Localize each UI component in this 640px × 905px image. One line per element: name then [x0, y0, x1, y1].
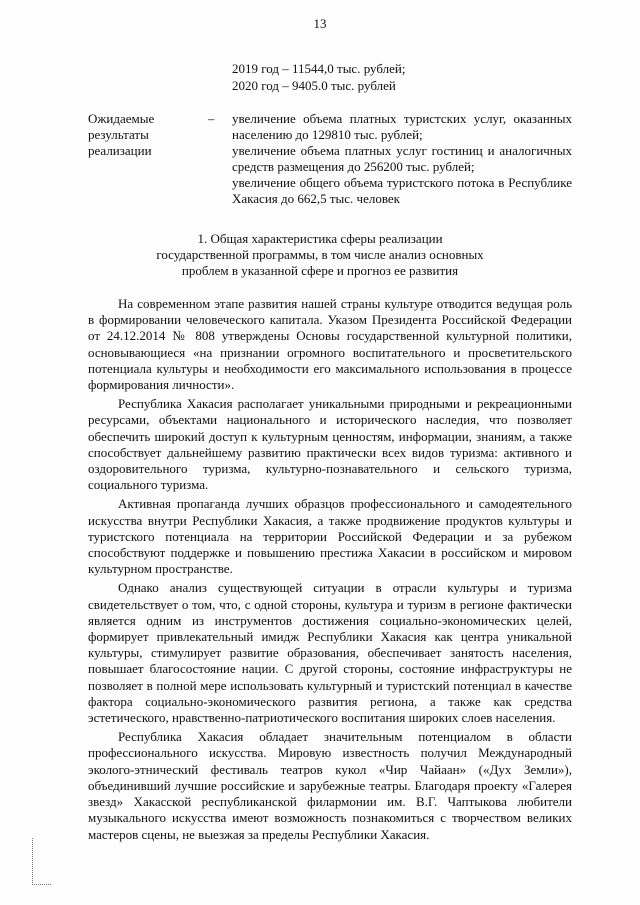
paragraph-art-promotion: Активная пропаганда лучших образцов профессионального и самодеятельного искусства внутри Республики Хакасия, а также продвижение продуктов культуры и туристского потенциала на территории Российской Федерации и за рубежом способствуют поддержке и повышению престижа Хакасии в российском и мировом культурном пространстве.	[88, 496, 572, 577]
expected-results-list	[232, 111, 572, 207]
funding-line-2020: 2020 год – 9405.0 тыс. рублей	[232, 78, 396, 93]
expected-result-item: увеличение объема платных туристских услуг, оказанных населению до 129810 тыс. рублей;	[232, 111, 572, 142]
expected-results-dash: –	[208, 111, 215, 126]
body-text	[88, 296, 572, 846]
margin-scan-mark	[32, 838, 51, 885]
expected-results-label: Ожидаемые результаты реализации	[88, 111, 155, 158]
funding-block	[232, 60, 405, 94]
paragraph-professional-art: Республика Хакасия обладает значительным потенциалом в области профессионального искусства. Мировую известность получил Международный эколого-этнический фестиваль театров кукол «Чир Чайаан» («Дух Земли»), объединивший лучшие российские и зарубежные театры. Благодаря проекту «Галерея звезд» Хакасской республиканской филармонии им. В.Г. Чаптыкова любители музыкального искусства имеют возможность познакомиться с творчеством великих мастеров сцены, не выезжая за пределы Республики Хакасия.	[88, 729, 572, 842]
expected-result-item: увеличение объема платных услуг гостиниц и аналогичных средств размещения до 256200 тыс. рублей;	[232, 143, 572, 174]
funding-line-2019: 2019 год – 11544,0 тыс. рублей;	[232, 61, 406, 76]
section-heading-line: государственной программы, в том числе анализ основных	[156, 247, 484, 262]
expected-result-item: увеличение общего объема туристского потока в Республике Хакасия до 662,5 тыс. человек	[232, 175, 572, 206]
page-number: 13	[313, 16, 327, 31]
paragraph-culture-policy: На современном этапе развития нашей страны культуре отводится ведущая роль в формировании человеческого капитала. Указом Президента Российской Федерации от 24.12.2014 № 808 утверждены Основы государственной культурной политики, основывающиеся «на признании огромного воспитательного и просветительского потенциала культуры и необходимости его максимального использования в процессе формирования личности».	[88, 296, 572, 393]
paragraph-situation-analysis: Однако анализ существующей ситуации в отрасли культуры и туризма свидетельствует о том, что, с одной стороны, культура и туризм в регионе фактически является одним из инструментов достижения социально-экономических целей, формирует привлекательный имидж Республики Хакасия как центра уникальной культуры, стимулирует развитие образования, обеспечивает занятость населения, повышает благосостояние нации. С другой стороны, состояние инфраструктуры не позволяет в полной мере использовать культурный и туристский потенциал в качестве фактора социально-экономического развития региона, а также как средства эстетического, нравственно-патриотического воспитания широких слоев населения.	[88, 580, 572, 726]
paragraph-natural-resources: Республика Хакасия располагает уникальными природными и рекреационными ресурсами, объектами национального и исторического наследия, что позволяет обеспечить широкий доступ к культурным ценностям, информации, знаниям, а также способствует дальнейшему развитию практически всех видов туризма: активного и оздоровительного туризма, культурно-познавательного и сельского туризма, социального туризма.	[88, 396, 572, 493]
section-heading	[110, 231, 530, 279]
section-heading-line: 1. Общая характеристика сферы реализации	[197, 231, 443, 246]
section-heading-line: проблем в указанной сфере и прогноз ее развития	[181, 263, 459, 278]
